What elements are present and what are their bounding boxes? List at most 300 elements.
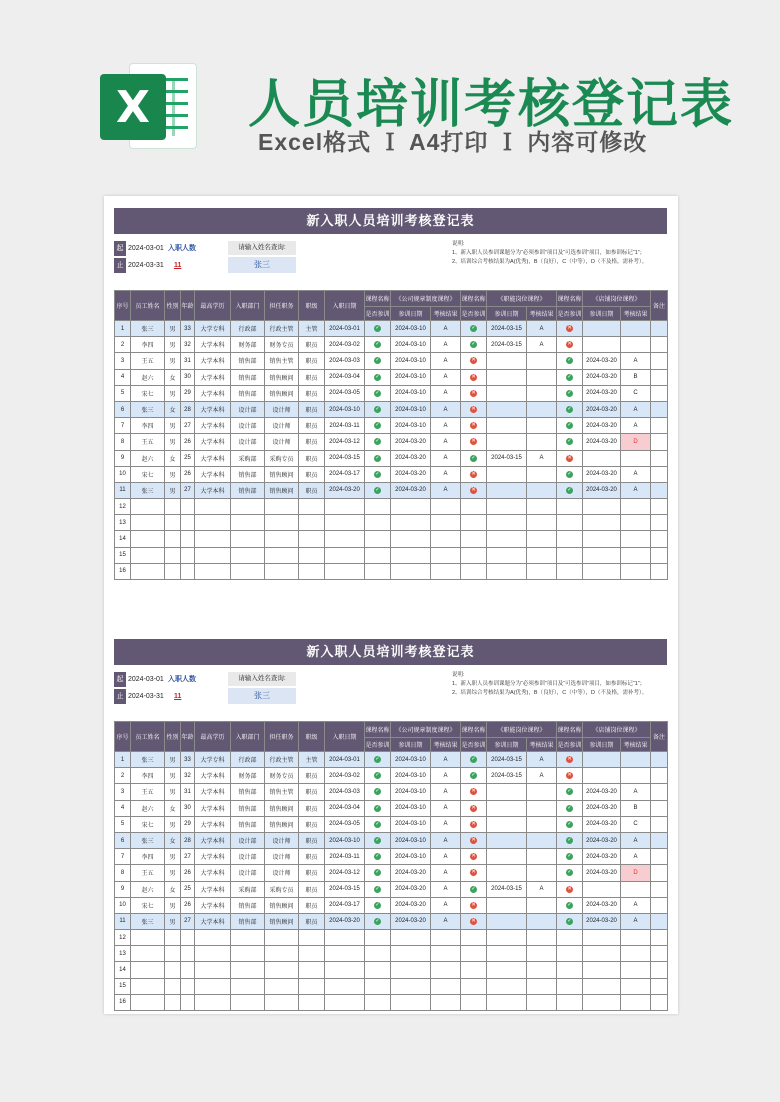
cell-remark[interactable] <box>651 881 668 897</box>
cell-gender[interactable] <box>165 515 181 531</box>
cell-position[interactable]: 设计师 <box>265 865 299 881</box>
cell-education[interactable] <box>195 547 231 563</box>
cell-result[interactable]: A <box>431 752 461 768</box>
cell-train-date[interactable] <box>583 337 621 353</box>
cell-result[interactable]: A <box>621 913 651 929</box>
cell-result[interactable] <box>527 913 557 929</box>
cell-result[interactable]: A <box>431 482 461 498</box>
cell-position[interactable]: 销售主管 <box>265 353 299 369</box>
cell-join-date[interactable]: 2024-03-10 <box>325 401 365 417</box>
cell-gender[interactable]: 女 <box>165 369 181 385</box>
cell-train-date[interactable] <box>487 832 527 848</box>
cell-attend[interactable] <box>557 913 583 929</box>
cell-remark[interactable] <box>651 499 668 515</box>
cell-train-date[interactable] <box>487 563 527 579</box>
cell-train-date[interactable] <box>487 385 527 401</box>
cell-name[interactable] <box>131 547 165 563</box>
cell-education[interactable]: 大学本科 <box>195 816 231 832</box>
cell-attend[interactable] <box>461 321 487 337</box>
cell-train-date[interactable]: 2024-03-20 <box>583 800 621 816</box>
cell-rank[interactable]: 职员 <box>299 865 325 881</box>
cell-age[interactable] <box>181 978 195 994</box>
cell-gender[interactable] <box>165 563 181 579</box>
cell-train-date[interactable]: 2024-03-10 <box>391 401 431 417</box>
cell-train-date[interactable] <box>391 962 431 978</box>
cell-education[interactable]: 大学本科 <box>195 849 231 865</box>
cell-attend[interactable] <box>557 849 583 865</box>
cell-department[interactable]: 销售部 <box>231 816 265 832</box>
cell-department[interactable]: 设计部 <box>231 434 265 450</box>
cell-attend[interactable] <box>557 930 583 946</box>
cell-result[interactable] <box>527 816 557 832</box>
cell-result[interactable]: C <box>621 385 651 401</box>
cell-remark[interactable] <box>651 450 668 466</box>
cell-result[interactable]: A <box>431 434 461 450</box>
cell-result[interactable] <box>431 978 461 994</box>
cell-join-date[interactable]: 2024-03-01 <box>325 752 365 768</box>
cell-department[interactable]: 财务部 <box>231 768 265 784</box>
cell-position[interactable]: 销售顾问 <box>265 482 299 498</box>
cell-attend[interactable] <box>365 434 391 450</box>
cell-position[interactable]: 财务专员 <box>265 768 299 784</box>
cell-train-date[interactable]: 2024-03-20 <box>583 913 621 929</box>
cell-attend[interactable] <box>365 531 391 547</box>
cell-result[interactable] <box>527 978 557 994</box>
cell-train-date[interactable] <box>487 547 527 563</box>
cell-name[interactable] <box>131 962 165 978</box>
cell-result[interactable]: A <box>431 353 461 369</box>
cell-result[interactable]: A <box>431 418 461 434</box>
cell-train-date[interactable] <box>583 978 621 994</box>
cell-name[interactable]: 宋七 <box>131 385 165 401</box>
cell-train-date[interactable] <box>487 800 527 816</box>
cell-attend[interactable] <box>557 832 583 848</box>
cell-result[interactable] <box>621 768 651 784</box>
cell-result[interactable]: A <box>621 832 651 848</box>
cell-train-date[interactable]: 2024-03-20 <box>583 466 621 482</box>
cell-remark[interactable] <box>651 401 668 417</box>
cell-result[interactable]: A <box>527 768 557 784</box>
cell-result[interactable]: A <box>431 401 461 417</box>
cell-train-date[interactable] <box>391 563 431 579</box>
cell-result[interactable]: A <box>621 897 651 913</box>
cell-attend[interactable] <box>461 563 487 579</box>
cell-education[interactable]: 大学专科 <box>195 321 231 337</box>
cell-result[interactable]: C <box>621 816 651 832</box>
cell-gender[interactable]: 男 <box>165 768 181 784</box>
cell-age[interactable]: 29 <box>181 385 195 401</box>
cell-seq[interactable]: 6 <box>115 401 131 417</box>
cell-gender[interactable]: 男 <box>165 816 181 832</box>
cell-attend[interactable] <box>365 752 391 768</box>
cell-seq[interactable]: 16 <box>115 994 131 1010</box>
cell-name[interactable] <box>131 531 165 547</box>
cell-department[interactable]: 销售部 <box>231 353 265 369</box>
cell-result[interactable]: A <box>431 466 461 482</box>
cell-attend[interactable] <box>557 515 583 531</box>
cell-education[interactable]: 大学本科 <box>195 865 231 881</box>
cell-seq[interactable]: 9 <box>115 450 131 466</box>
cell-gender[interactable]: 男 <box>165 466 181 482</box>
cell-attend[interactable] <box>365 450 391 466</box>
cell-result[interactable] <box>527 832 557 848</box>
cell-join-date[interactable]: 2024-03-03 <box>325 353 365 369</box>
cell-age[interactable]: 27 <box>181 849 195 865</box>
cell-result[interactable]: A <box>431 897 461 913</box>
cell-remark[interactable] <box>651 865 668 881</box>
cell-attend[interactable] <box>365 962 391 978</box>
cell-seq[interactable]: 8 <box>115 865 131 881</box>
cell-train-date[interactable] <box>487 930 527 946</box>
cell-age[interactable]: 25 <box>181 450 195 466</box>
cell-join-date[interactable]: 2024-03-05 <box>325 816 365 832</box>
cell-education[interactable] <box>195 515 231 531</box>
cell-gender[interactable]: 女 <box>165 800 181 816</box>
cell-rank[interactable]: 职员 <box>299 401 325 417</box>
cell-train-date[interactable]: 2024-03-20 <box>583 385 621 401</box>
cell-attend[interactable] <box>461 897 487 913</box>
cell-department[interactable] <box>231 515 265 531</box>
cell-remark[interactable] <box>651 994 668 1010</box>
cell-result[interactable]: A <box>621 482 651 498</box>
cell-result[interactable] <box>527 849 557 865</box>
cell-name[interactable]: 赵六 <box>131 369 165 385</box>
cell-age[interactable] <box>181 930 195 946</box>
cell-name[interactable]: 张三 <box>131 832 165 848</box>
cell-department[interactable] <box>231 962 265 978</box>
cell-rank[interactable] <box>299 499 325 515</box>
cell-train-date[interactable]: 2024-03-10 <box>391 849 431 865</box>
cell-position[interactable] <box>265 563 299 579</box>
cell-join-date[interactable]: 2024-03-20 <box>325 913 365 929</box>
cell-train-date[interactable]: 2024-03-20 <box>391 897 431 913</box>
cell-result[interactable]: A <box>431 849 461 865</box>
cell-train-date[interactable] <box>583 563 621 579</box>
cell-rank[interactable] <box>299 946 325 962</box>
cell-position[interactable] <box>265 930 299 946</box>
cell-education[interactable]: 大学本科 <box>195 337 231 353</box>
cell-remark[interactable] <box>651 353 668 369</box>
cell-gender[interactable]: 男 <box>165 784 181 800</box>
cell-name[interactable] <box>131 978 165 994</box>
cell-attend[interactable] <box>557 994 583 1010</box>
cell-attend[interactable] <box>461 994 487 1010</box>
cell-education[interactable]: 大学本科 <box>195 897 231 913</box>
cell-gender[interactable] <box>165 499 181 515</box>
cell-name[interactable] <box>131 515 165 531</box>
cell-train-date[interactable] <box>487 418 527 434</box>
cell-result[interactable] <box>527 563 557 579</box>
cell-remark[interactable] <box>651 978 668 994</box>
cell-education[interactable]: 大学本科 <box>195 832 231 848</box>
cell-train-date[interactable] <box>391 994 431 1010</box>
cell-join-date[interactable] <box>325 946 365 962</box>
cell-result[interactable] <box>431 499 461 515</box>
cell-join-date[interactable] <box>325 499 365 515</box>
cell-seq[interactable]: 11 <box>115 482 131 498</box>
cell-name[interactable]: 张三 <box>131 752 165 768</box>
cell-remark[interactable] <box>651 849 668 865</box>
cell-department[interactable]: 设计部 <box>231 418 265 434</box>
cell-result[interactable]: A <box>527 752 557 768</box>
cell-attend[interactable] <box>365 994 391 1010</box>
cell-department[interactable]: 采购部 <box>231 450 265 466</box>
cell-position[interactable]: 设计师 <box>265 849 299 865</box>
cell-remark[interactable] <box>651 832 668 848</box>
cell-education[interactable]: 大学本科 <box>195 913 231 929</box>
cell-attend[interactable] <box>365 800 391 816</box>
cell-gender[interactable]: 男 <box>165 865 181 881</box>
cell-gender[interactable]: 女 <box>165 450 181 466</box>
cell-train-date[interactable] <box>391 978 431 994</box>
cell-remark[interactable] <box>651 466 668 482</box>
end-date-value[interactable]: 2024-03-31 <box>128 262 164 269</box>
cell-attend[interactable] <box>557 768 583 784</box>
cell-department[interactable] <box>231 946 265 962</box>
cell-result[interactable] <box>527 946 557 962</box>
cell-department[interactable]: 销售部 <box>231 466 265 482</box>
cell-name[interactable]: 宋七 <box>131 897 165 913</box>
cell-result[interactable] <box>621 531 651 547</box>
cell-name[interactable] <box>131 946 165 962</box>
cell-train-date[interactable]: 2024-03-20 <box>583 849 621 865</box>
cell-attend[interactable] <box>365 401 391 417</box>
cell-train-date[interactable] <box>583 450 621 466</box>
cell-join-date[interactable] <box>325 515 365 531</box>
cell-attend[interactable] <box>557 450 583 466</box>
cell-join-date[interactable]: 2024-03-12 <box>325 865 365 881</box>
cell-remark[interactable] <box>651 784 668 800</box>
cell-position[interactable]: 设计师 <box>265 418 299 434</box>
cell-gender[interactable] <box>165 930 181 946</box>
cell-rank[interactable]: 职员 <box>299 482 325 498</box>
cell-seq[interactable]: 14 <box>115 531 131 547</box>
cell-remark[interactable] <box>651 913 668 929</box>
cell-attend[interactable] <box>557 978 583 994</box>
cell-age[interactable]: 28 <box>181 401 195 417</box>
cell-result[interactable]: A <box>431 450 461 466</box>
cell-train-date[interactable] <box>487 962 527 978</box>
cell-position[interactable]: 行政主管 <box>265 321 299 337</box>
cell-attend[interactable] <box>365 563 391 579</box>
cell-result[interactable]: A <box>431 881 461 897</box>
cell-position[interactable]: 行政主管 <box>265 752 299 768</box>
cell-result[interactable]: A <box>527 337 557 353</box>
cell-rank[interactable] <box>299 515 325 531</box>
cell-age[interactable]: 26 <box>181 434 195 450</box>
cell-age[interactable]: 27 <box>181 418 195 434</box>
cell-name[interactable]: 宋七 <box>131 816 165 832</box>
cell-train-date[interactable] <box>583 946 621 962</box>
cell-age[interactable]: 25 <box>181 881 195 897</box>
cell-attend[interactable] <box>365 337 391 353</box>
cell-train-date[interactable]: 2024-03-20 <box>583 482 621 498</box>
cell-department[interactable]: 采购部 <box>231 881 265 897</box>
cell-name[interactable]: 张三 <box>131 913 165 929</box>
cell-name[interactable]: 张三 <box>131 482 165 498</box>
cell-attend[interactable] <box>557 962 583 978</box>
cell-train-date[interactable]: 2024-03-20 <box>583 418 621 434</box>
cell-result[interactable] <box>621 946 651 962</box>
cell-result[interactable] <box>431 930 461 946</box>
cell-remark[interactable] <box>651 930 668 946</box>
cell-gender[interactable]: 男 <box>165 482 181 498</box>
cell-seq[interactable]: 1 <box>115 752 131 768</box>
cell-result[interactable] <box>621 930 651 946</box>
cell-rank[interactable]: 职员 <box>299 913 325 929</box>
cell-education[interactable]: 大学本科 <box>195 369 231 385</box>
cell-position[interactable]: 销售顾问 <box>265 800 299 816</box>
cell-attend[interactable] <box>461 401 487 417</box>
cell-attend[interactable] <box>557 752 583 768</box>
cell-education[interactable]: 大学本科 <box>195 385 231 401</box>
cell-attend[interactable] <box>461 547 487 563</box>
cell-rank[interactable] <box>299 547 325 563</box>
cell-attend[interactable] <box>557 547 583 563</box>
cell-result[interactable] <box>527 482 557 498</box>
end-date-value[interactable]: 2024-03-31 <box>128 693 164 700</box>
cell-train-date[interactable]: 2024-03-20 <box>583 353 621 369</box>
cell-age[interactable] <box>181 515 195 531</box>
cell-remark[interactable] <box>651 897 668 913</box>
cell-train-date[interactable] <box>583 930 621 946</box>
cell-education[interactable]: 大学本科 <box>195 482 231 498</box>
cell-result[interactable] <box>527 499 557 515</box>
cell-result[interactable] <box>527 784 557 800</box>
cell-result[interactable]: A <box>431 385 461 401</box>
cell-attend[interactable] <box>365 353 391 369</box>
cell-join-date[interactable]: 2024-03-04 <box>325 369 365 385</box>
cell-remark[interactable] <box>651 800 668 816</box>
cell-age[interactable]: 30 <box>181 800 195 816</box>
cell-train-date[interactable]: 2024-03-10 <box>391 784 431 800</box>
cell-department[interactable]: 销售部 <box>231 784 265 800</box>
cell-result[interactable] <box>527 434 557 450</box>
cell-attend[interactable] <box>365 321 391 337</box>
cell-rank[interactable]: 职员 <box>299 337 325 353</box>
cell-train-date[interactable] <box>583 499 621 515</box>
cell-result[interactable]: A <box>431 784 461 800</box>
cell-age[interactable] <box>181 531 195 547</box>
cell-join-date[interactable]: 2024-03-11 <box>325 849 365 865</box>
cell-name[interactable]: 王五 <box>131 784 165 800</box>
cell-train-date[interactable]: 2024-03-10 <box>391 816 431 832</box>
cell-train-date[interactable]: 2024-03-10 <box>391 418 431 434</box>
cell-gender[interactable] <box>165 994 181 1010</box>
cell-attend[interactable] <box>461 946 487 962</box>
cell-result[interactable]: A <box>621 849 651 865</box>
cell-gender[interactable] <box>165 946 181 962</box>
cell-remark[interactable] <box>651 482 668 498</box>
cell-result[interactable]: D <box>621 434 651 450</box>
cell-department[interactable]: 设计部 <box>231 849 265 865</box>
cell-result[interactable]: A <box>621 418 651 434</box>
cell-attend[interactable] <box>461 768 487 784</box>
cell-join-date[interactable]: 2024-03-01 <box>325 321 365 337</box>
cell-rank[interactable]: 职员 <box>299 768 325 784</box>
cell-result[interactable]: D <box>621 865 651 881</box>
cell-train-date[interactable]: 2024-03-10 <box>391 385 431 401</box>
cell-join-date[interactable] <box>325 563 365 579</box>
cell-remark[interactable] <box>651 547 668 563</box>
cell-train-date[interactable] <box>487 897 527 913</box>
cell-department[interactable]: 财务部 <box>231 337 265 353</box>
cell-remark[interactable] <box>651 337 668 353</box>
cell-join-date[interactable]: 2024-03-15 <box>325 881 365 897</box>
cell-position[interactable] <box>265 978 299 994</box>
cell-join-date[interactable] <box>325 930 365 946</box>
cell-result[interactable]: A <box>431 865 461 881</box>
cell-attend[interactable] <box>365 499 391 515</box>
cell-train-date[interactable] <box>391 930 431 946</box>
cell-join-date[interactable]: 2024-03-10 <box>325 832 365 848</box>
cell-result[interactable] <box>431 946 461 962</box>
cell-seq[interactable]: 10 <box>115 897 131 913</box>
cell-rank[interactable] <box>299 531 325 547</box>
cell-join-date[interactable]: 2024-03-20 <box>325 482 365 498</box>
cell-seq[interactable]: 2 <box>115 768 131 784</box>
cell-seq[interactable]: 1 <box>115 321 131 337</box>
cell-education[interactable]: 大学本科 <box>195 418 231 434</box>
cell-train-date[interactable] <box>487 946 527 962</box>
cell-gender[interactable]: 男 <box>165 849 181 865</box>
cell-train-date[interactable]: 2024-03-10 <box>391 369 431 385</box>
cell-department[interactable]: 销售部 <box>231 385 265 401</box>
cell-rank[interactable]: 职员 <box>299 784 325 800</box>
cell-result[interactable] <box>621 881 651 897</box>
cell-result[interactable] <box>527 466 557 482</box>
cell-train-date[interactable] <box>487 994 527 1010</box>
cell-train-date[interactable]: 2024-03-20 <box>583 401 621 417</box>
cell-result[interactable] <box>621 450 651 466</box>
cell-attend[interactable] <box>365 515 391 531</box>
cell-train-date[interactable]: 2024-03-10 <box>391 800 431 816</box>
cell-name[interactable]: 王五 <box>131 434 165 450</box>
cell-seq[interactable]: 7 <box>115 849 131 865</box>
cell-attend[interactable] <box>461 353 487 369</box>
cell-position[interactable] <box>265 994 299 1010</box>
cell-result[interactable] <box>431 994 461 1010</box>
cell-gender[interactable] <box>165 531 181 547</box>
cell-train-date[interactable]: 2024-03-10 <box>391 768 431 784</box>
cell-position[interactable] <box>265 515 299 531</box>
cell-result[interactable]: A <box>431 369 461 385</box>
cell-department[interactable] <box>231 499 265 515</box>
cell-attend[interactable] <box>461 531 487 547</box>
cell-train-date[interactable] <box>487 913 527 929</box>
cell-department[interactable] <box>231 930 265 946</box>
cell-result[interactable] <box>527 418 557 434</box>
cell-attend[interactable] <box>557 482 583 498</box>
cell-seq[interactable]: 13 <box>115 946 131 962</box>
cell-age[interactable]: 26 <box>181 466 195 482</box>
cell-join-date[interactable] <box>325 962 365 978</box>
cell-rank[interactable]: 职员 <box>299 800 325 816</box>
cell-result[interactable] <box>527 401 557 417</box>
cell-result[interactable] <box>621 978 651 994</box>
cell-gender[interactable]: 女 <box>165 832 181 848</box>
cell-train-date[interactable] <box>583 881 621 897</box>
cell-position[interactable] <box>265 499 299 515</box>
cell-result[interactable] <box>431 962 461 978</box>
cell-train-date[interactable] <box>391 946 431 962</box>
cell-train-date[interactable]: 2024-03-20 <box>391 865 431 881</box>
cell-name[interactable]: 李四 <box>131 849 165 865</box>
cell-position[interactable]: 销售顾问 <box>265 913 299 929</box>
cell-age[interactable]: 26 <box>181 897 195 913</box>
cell-attend[interactable] <box>365 832 391 848</box>
cell-rank[interactable]: 职员 <box>299 881 325 897</box>
